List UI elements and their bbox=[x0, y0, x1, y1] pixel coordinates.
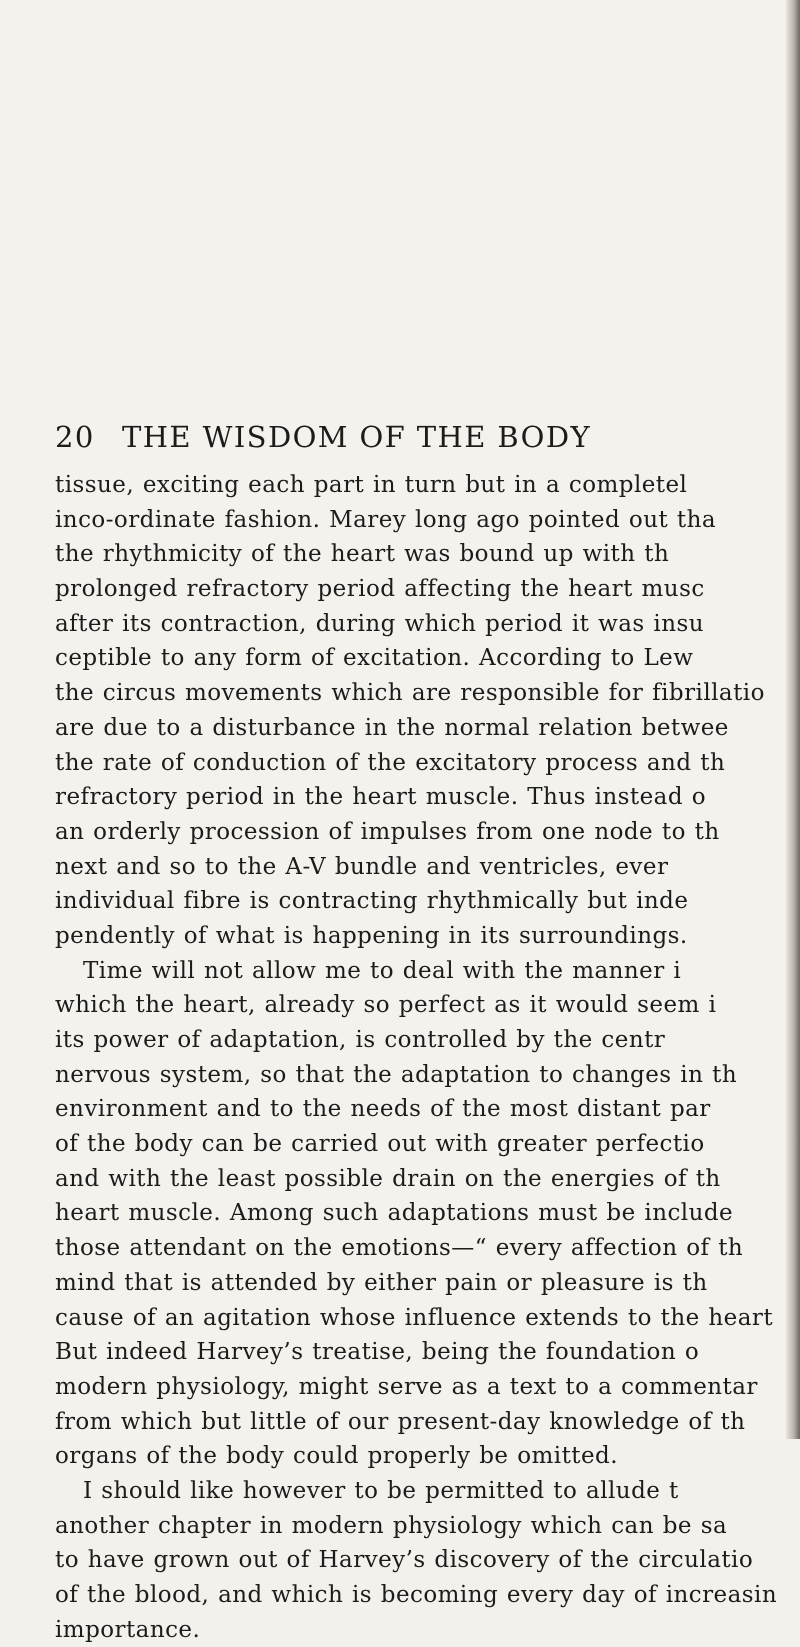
text-line: prolonged refractory period affecting the heart musc bbox=[55, 576, 705, 603]
text-line: and with the least possible drain on the energies of th bbox=[55, 1165, 721, 1192]
text-line: individual fibre is contracting rhythmically but inde bbox=[55, 888, 689, 915]
text-line: of the body can be carried out with greater perfectio bbox=[55, 1131, 705, 1158]
text-line: to have grown out of Harvey’s discovery of the circulatio bbox=[55, 1547, 754, 1574]
page-edge-shadow bbox=[786, 0, 800, 1439]
text-line: organs of the body could properly be omitted. bbox=[55, 1443, 618, 1470]
text-line: nervous system, so that the adaptation to changes in th bbox=[55, 1061, 738, 1088]
text-line: inco-ordinate fashion. Marey long ago pointed out tha bbox=[55, 506, 717, 533]
text-line: environment and to the needs of the most distant par bbox=[55, 1096, 711, 1123]
text-line: cause of an agitation whose influence extends to the heart bbox=[55, 1304, 774, 1331]
text-line: the circus movements which are responsible for fibrillatio bbox=[55, 680, 765, 707]
text-line: refractory period in the heart muscle. Thus instead o bbox=[55, 784, 707, 811]
text-line: an orderly procession of impulses from one node to th bbox=[55, 818, 720, 845]
text-line: modern physiology, might serve as a text to a commentar bbox=[55, 1373, 758, 1400]
body-text bbox=[55, 468, 782, 1647]
page-header bbox=[55, 420, 755, 460]
text-line: importance. bbox=[55, 1616, 201, 1643]
text-line: mind that is attended by either pain or pleasure is th bbox=[55, 1269, 708, 1296]
text-line: pendently of what is happening in its surroundings. bbox=[55, 922, 688, 949]
running-head: THE WISDOM OF THE BODY bbox=[122, 420, 592, 454]
text-line: which the heart, already so perfect as it would seem i bbox=[55, 992, 717, 1019]
page-number: 20 bbox=[55, 420, 95, 454]
text-line: But indeed Harvey’s treatise, being the foundation o bbox=[55, 1339, 700, 1366]
text-line: those attendant on the emotions—“ every affection of th bbox=[55, 1235, 744, 1262]
text-line: of the blood, and which is becoming every day of increasin bbox=[55, 1582, 778, 1608]
text-line: its power of adaptation, is controlled by the centr bbox=[55, 1027, 666, 1053]
text-line: the rate of conduction of the excitatory process and th bbox=[55, 749, 726, 776]
paragraph-start-line: I should like however to be permitted to allude t bbox=[83, 1477, 679, 1504]
text-line: tissue, exciting each part in turn but in a completel bbox=[55, 472, 688, 498]
text-line: the rhythmicity of the heart was bound up with th bbox=[55, 541, 670, 568]
text-line: another chapter in modern physiology which can be sa bbox=[55, 1512, 728, 1539]
text-line: ceptible to any form of excitation. According to Lew bbox=[55, 645, 694, 672]
text-line: heart muscle. Among such adaptations must be include bbox=[55, 1200, 734, 1227]
text-line: from which but little of our present-day knowledge of th bbox=[55, 1408, 746, 1435]
text-line: next and so to the A-V bundle and ventricles, ever bbox=[55, 853, 669, 880]
text-line: are due to a disturbance in the normal relation betwee bbox=[55, 714, 729, 741]
paragraph-start-line: Time will not allow me to deal with the manner i bbox=[83, 957, 682, 984]
text-line: after its contraction, during which period it was insu bbox=[55, 610, 705, 637]
